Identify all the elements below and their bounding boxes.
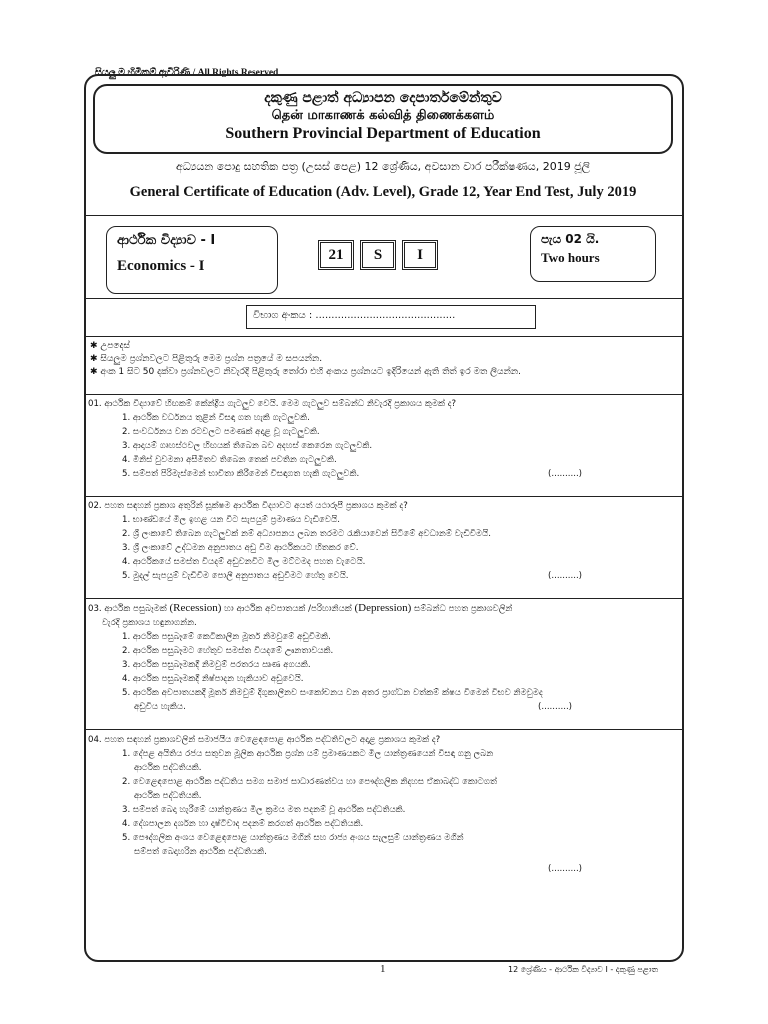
dept-tamil: தென் மாகாணக் கல்வித் திணைக்களம்: [271, 108, 495, 123]
question-stem: වැරදි ප්‍රකාශය හඳුනාගන්න.: [102, 618, 197, 628]
option: 3. ආර්ථික පසුබෑමකදී නිමවුම් පරතරය ඍණ අගයකි.: [122, 660, 311, 670]
option: 4. ආර්ථිකයේ සමස්ත වියදම් අඩුවනවිට මිල මට්ටමද පහත වැටෙයි.: [122, 557, 366, 567]
answer-blank[interactable]: (..........): [548, 571, 583, 581]
divider: [86, 336, 682, 337]
question-number: 01.: [88, 399, 102, 409]
option: 1. භාණ්ඩයේ මිල ඉහළ යන විට සැපයුම් ප්‍රමාණය වැඩිවෙයි.: [122, 515, 340, 525]
bullet-icon: ✱: [90, 367, 98, 377]
time-english: Two hours: [541, 250, 600, 265]
option: 5. මුදල් සැපයුම් වැඩිවීම පොලී අනුපාතය අඩුවීමට හේතු වෙයි.: [122, 571, 349, 581]
divider: [86, 496, 682, 497]
paper-code-number: 21: [318, 240, 354, 270]
instruction-item: අංක 1 සිට 50 දක්වා ප්‍රශ්නවලට නිවැරදි පිළිතුරු තෝරා එහි අංකය ප්‍රශ්නයට ඉදිරියෙන් ඇති තිත් ඉර මත ලියන්න.: [100, 367, 521, 377]
option: 5. පෞද්ගලික අංශය වෙළෙඳපොළ යාන්ත්‍රණය මගින් සහ රාජ්‍ය අංශය සැලසුම් යාන්ත්‍රණය මගින්: [122, 833, 464, 843]
option: 1. ආර්ථික පසුබෑමේ කෙටිකාලීන මූර්ත නිමවුමේ අඩුවීමකි.: [122, 632, 331, 642]
subject-box: [106, 226, 278, 294]
page-number: 1: [380, 963, 386, 975]
option: 3. සම්පත් බෙදා හැරීමේ යාන්ත්‍රණය මිල ක්‍රමය මත පදනම් වූ ආර්ථික පද්ධතියකි.: [122, 805, 406, 815]
term-recession: (Recession): [169, 602, 222, 614]
divider: [86, 729, 682, 730]
option: 1. ආර්ථික වර්ධනය තුළින් විසඳා ගත හැකි ගැටලුවකි.: [122, 413, 310, 423]
question-stem: හා ආර්ථික අවපාතයක් /පරිහානියක්: [221, 604, 355, 614]
answer-blank[interactable]: (..........): [548, 469, 583, 479]
option: 5. සම්පත් පිරිමැස්මෙන් භාවිතා කිරීමෙන් විසඳාගත හැකි ගැටලුවකි.: [122, 469, 360, 479]
option-continuation: සම්පත් බෙදාහරින ආර්ථික පද්ධතියකි.: [134, 847, 267, 857]
question-stem: ආර්ථික විද්‍යාවේ හිඟකම් කේන්ද්‍රීය ගැටලුව වෙයි. මෙම ගැටලුව සම්බන්ධ නිවැරදි ප්‍රකාශය කුමක් ද?: [104, 399, 457, 409]
paper-code-part: I: [402, 240, 438, 270]
time-sinhala: පැය 02 යි.: [541, 232, 600, 246]
answer-blank[interactable]: (..........): [538, 702, 573, 712]
question-1: [88, 397, 676, 481]
time-box: [530, 226, 656, 282]
bullet-icon: ✱: [90, 354, 98, 364]
option: 2. ශ්‍රී ලංකාවේ තිබෙන ගැටලුවක් නම් අධ්‍යාපනය ලබන තරමට රැකියාවෙන් සිටීමේ අවධානම් වැඩිවීමයි.: [122, 529, 491, 539]
option: 2. ආර්ථික පසුබෑමට හේතුව සමස්ත වියදමේ ඌනතාවයකි.: [122, 646, 334, 656]
option: 1. දේපළ අයිතිය රජය සතුවන මූලික ආර්ථික ප්‍රශ්න යම් ප්‍රමාණයකට මිල යාන්ත්‍රණයෙන් විසඳා ගනු ලබන: [122, 749, 494, 759]
department-header: [93, 84, 673, 154]
question-4: [88, 733, 676, 875]
instructions-title: උපදෙස්: [100, 341, 130, 351]
footer-label: 12 ශ්‍රේණිය - ආර්ථික විද්‍යාව I - දකුණු පළාත: [508, 965, 659, 974]
answer-blank[interactable]: (..........): [548, 864, 583, 874]
exam-title-english: General Certificate of Education (Adv. Level), Grade 12, Year End Test, July 2019: [129, 184, 637, 200]
divider: [86, 215, 682, 216]
rights-reserved: සියලු ම හිමිකම් ඇවිරිණි / All Rights Reserved: [95, 68, 279, 78]
index-number-field[interactable]: විභාග අංකය : ............................................: [246, 305, 536, 329]
term-depression: (Depression): [354, 602, 412, 614]
dept-sinhala: දකුණු පළාත් අධ්‍යාපන දෙපාර්තමේන්තුව: [264, 90, 502, 106]
subject-english: Economics - I: [117, 258, 205, 274]
question-stem: සම්බන්ධ පහත ප්‍රකාශවලින්: [411, 604, 513, 614]
divider: [86, 394, 682, 395]
question-stem: පහත සඳහන් ප්‍රකාශවලින් සමාජයීය වෙළෙඳපොළ ආර්ථික පද්ධතිවලට අදාළ ප්‍රකාශය කුමක් ද?: [104, 735, 441, 745]
divider: [86, 298, 682, 299]
question-stem: ආර්ථික පසුබෑමක්: [104, 604, 170, 614]
question-number: 03.: [88, 604, 102, 614]
question-number: 04.: [88, 735, 102, 745]
question-3: [88, 601, 676, 714]
option: 2. සංවර්ධනය වන රටවලට පමණක් අදාළ වූ ගැටලුවකි.: [122, 427, 320, 437]
instruction-item: සියලුම ප්‍රශ්නවලට පිළිතුරු මෙම ප්‍රශ්න පත්‍රයේ ම සපයන්න.: [100, 354, 323, 364]
instructions: [90, 340, 521, 379]
option: 4. ආර්ථික පසුබෑමකදී නිෂ්පාදන හැකියාව අඩුවෙයි.: [122, 674, 304, 684]
option: 4. මිනිස් වුවමනා අසීමිතව තිබෙන තෙක් පවතින ගැටලුවකි.: [122, 455, 337, 465]
exam-title-sinhala: අධ්‍යයන පොදු සහතික පත්‍ර (උසස් පෙළ) 12 ශ්‍රේණිය, අවසාන වාර පරීක්ෂණය, 2019 ජූලි: [175, 160, 591, 173]
question-stem: පහත සඳහන් ප්‍රකාශ අතුරින් සූක්ෂම ආර්ථික විද්‍යාවට අයත් යථාරූපී ප්‍රකාශය කුමක් ද?: [104, 501, 408, 511]
dept-english: Southern Provincial Department of Education: [225, 125, 541, 142]
option: 3. ආදායම් ගෘහස්ථවල හිඟයක් තිබෙන බව අදහස් කෙරෙන ගැටලුවකි.: [122, 441, 373, 451]
option: 5. ආර්ථික අවපාතයකදී මූර්ත නිමවුම් දිගුකාලීනව සංකෝචනය වන අතර ප්‍රාග්ධන වත්කම් ක්ෂය වීමෙන් විභව නිමවුමද: [122, 688, 543, 698]
option: 2. වෙළෙඳපොළ ආර්ථික පද්ධතිය සමග සමාජ සාධාරණත්වය හා පෞද්ගලික නිදහස ඒකාබද්ධ කොටගත්: [122, 777, 498, 787]
paper-code-letter: S: [360, 240, 396, 270]
option: 3. ශ්‍රී ලංකාවේ උද්ධමන අනුපාතය අඩු වීම ආර්ථිකයට හිතකර වේ.: [122, 543, 359, 553]
option-continuation: ආර්ථික පද්ධතියකි.: [134, 791, 202, 801]
divider: [86, 598, 682, 599]
subject-sinhala: ආර්ථික විද්‍යාව - I: [117, 233, 216, 248]
bullet-icon: ✱: [90, 341, 98, 351]
option: 4. දේශපාලන දර්ශන හා දෘෂ්ටිවාද පදනම් කරගත් ආර්ථික පද්ධතියකි.: [122, 819, 364, 829]
option-continuation: අඩුවිය හැකිය.: [134, 702, 186, 712]
question-2: [88, 499, 676, 583]
option-continuation: ආර්ථික පද්ධතියකි.: [134, 763, 202, 773]
question-number: 02.: [88, 501, 102, 511]
